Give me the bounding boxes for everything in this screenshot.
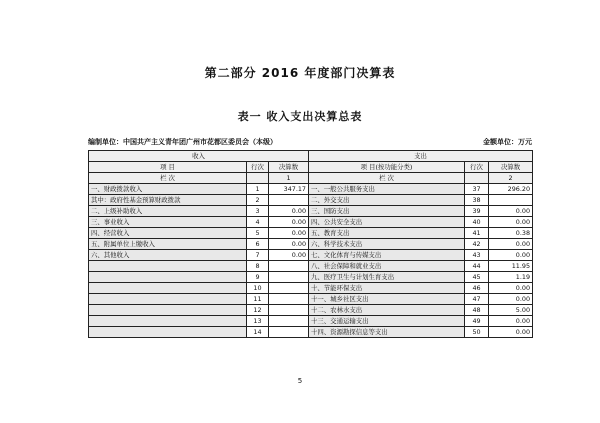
table-row: [89, 283, 533, 294]
income-column-label: 栏 次: [89, 173, 247, 184]
income-amount-cell: [269, 316, 309, 327]
table-header-row: [89, 151, 533, 162]
income-amount-cell: 347.17: [269, 184, 309, 195]
income-amount-cell: [269, 195, 309, 206]
expense-item-cell: 七、文化体育与传媒支出: [309, 250, 465, 261]
income-item-cell: [89, 294, 247, 305]
expense-line-cell: 39: [465, 206, 489, 217]
expense-item-cell: 十三、交通运输支出: [309, 316, 465, 327]
income-line-header: 行次: [247, 162, 269, 173]
income-header: 收入: [89, 151, 309, 162]
expense-line-cell: 50: [465, 327, 489, 338]
income-amount-cell: [269, 283, 309, 294]
table-row: [89, 261, 533, 272]
expense-amount-cell: 0.00: [489, 239, 533, 250]
expense-line-header: 行次: [465, 162, 489, 173]
expense-line-blank: [465, 173, 489, 184]
income-line-cell: 4: [247, 217, 269, 228]
income-amount-header: 决算数: [269, 162, 309, 173]
income-item-cell: 六、其他收入: [89, 250, 247, 261]
table-row: [89, 327, 533, 338]
table-row: [89, 305, 533, 316]
income-amount-cell: [269, 272, 309, 283]
page-number: 5: [297, 377, 303, 385]
income-amount-cell: [269, 327, 309, 338]
table-row: [89, 184, 533, 195]
expense-item-cell: 十一、城乡社区支出: [309, 294, 465, 305]
expense-line-cell: 43: [465, 250, 489, 261]
income-line-cell: 7: [247, 250, 269, 261]
expense-item-cell: 三、国防支出: [309, 206, 465, 217]
income-amount-cell: [269, 294, 309, 305]
income-item-cell: [89, 283, 247, 294]
income-item-cell: 二、上级补助收入: [89, 206, 247, 217]
expense-col-index: 2: [489, 173, 533, 184]
income-amount-cell: 0.00: [269, 206, 309, 217]
income-line-cell: 5: [247, 228, 269, 239]
income-line-cell: 9: [247, 272, 269, 283]
income-amount-cell: 0.00: [269, 217, 309, 228]
expense-line-cell: 45: [465, 272, 489, 283]
income-item-cell: 四、经营收入: [89, 228, 247, 239]
expense-amount-cell: [489, 195, 533, 206]
income-item-cell: [89, 327, 247, 338]
income-line-blank: [247, 173, 269, 184]
expense-amount-cell: 0.00: [489, 283, 533, 294]
table-row: [89, 272, 533, 283]
table-row: [89, 250, 533, 261]
expense-item-cell: 四、公共安全支出: [309, 217, 465, 228]
expense-amount-header: 决算数: [489, 162, 533, 173]
table-row: [89, 217, 533, 228]
expense-amount-cell: 0.00: [489, 316, 533, 327]
amount-unit: 金额单位：万元: [483, 138, 532, 146]
compiling-unit: 编制单位：中国共产主义青年团广州市花都区委员会（本级）: [88, 138, 277, 146]
income-item-cell: 其中：政府性基金预算财政拨款: [89, 195, 247, 206]
income-item-cell: 一、财政拨款收入: [89, 184, 247, 195]
expense-amount-cell: 0.00: [489, 217, 533, 228]
income-amount-cell: 0.00: [269, 228, 309, 239]
income-item-header: 项 目: [89, 162, 247, 173]
income-item-cell: 三、事业收入: [89, 217, 247, 228]
table-row: [89, 239, 533, 250]
expense-amount-cell: 0.38: [489, 228, 533, 239]
income-line-cell: 12: [247, 305, 269, 316]
table-row: [89, 228, 533, 239]
expense-item-cell: 六、科学技术支出: [309, 239, 465, 250]
income-line-cell: 1: [247, 184, 269, 195]
expense-amount-cell: 11.95: [489, 261, 533, 272]
expense-item-header: 项 目(按功能分类): [309, 162, 465, 173]
expense-line-cell: 46: [465, 283, 489, 294]
expense-line-cell: 49: [465, 316, 489, 327]
expense-line-cell: 47: [465, 294, 489, 305]
table-title: 表一 收入支出决算总表: [237, 110, 363, 123]
expense-amount-cell: 5.00: [489, 305, 533, 316]
expense-amount-cell: 296.20: [489, 184, 533, 195]
income-line-cell: 11: [247, 294, 269, 305]
income-line-cell: 10: [247, 283, 269, 294]
income-line-cell: 13: [247, 316, 269, 327]
expense-item-cell: 五、教育支出: [309, 228, 465, 239]
income-item-cell: [89, 305, 247, 316]
income-line-cell: 3: [247, 206, 269, 217]
expense-item-cell: 十四、资源勘探信息等支出: [309, 327, 465, 338]
column-header-row: [89, 162, 533, 173]
income-amount-cell: 0.00: [269, 239, 309, 250]
expense-line-cell: 44: [465, 261, 489, 272]
expense-item-cell: 一、一般公共服务支出: [309, 184, 465, 195]
income-item-cell: 五、附属单位上缴收入: [89, 239, 247, 250]
income-line-cell: 6: [247, 239, 269, 250]
expense-line-cell: 40: [465, 217, 489, 228]
unit-row: [88, 137, 532, 149]
expense-line-cell: 37: [465, 184, 489, 195]
income-line-cell: 14: [247, 327, 269, 338]
expense-amount-cell: 1.19: [489, 272, 533, 283]
expense-item-cell: 十二、农林水支出: [309, 305, 465, 316]
income-expense-table: [88, 150, 533, 338]
income-line-cell: 8: [247, 261, 269, 272]
table-row: [89, 206, 533, 217]
expense-item-cell: 十、节能环保支出: [309, 283, 465, 294]
table-row: [89, 294, 533, 305]
expense-item-cell: 九、医疗卫生与计划生育支出: [309, 272, 465, 283]
income-item-cell: [89, 261, 247, 272]
income-item-cell: [89, 316, 247, 327]
expense-line-cell: 48: [465, 305, 489, 316]
expense-line-cell: 41: [465, 228, 489, 239]
expense-item-cell: 八、社会保障和就业支出: [309, 261, 465, 272]
expense-amount-cell: 0.00: [489, 250, 533, 261]
expense-line-cell: 42: [465, 239, 489, 250]
income-amount-cell: [269, 261, 309, 272]
expense-item-cell: 二、外交支出: [309, 195, 465, 206]
income-item-cell: [89, 272, 247, 283]
part-title: 第二部分 2016 年度部门决算表: [204, 66, 396, 80]
expense-amount-cell: 0.00: [489, 327, 533, 338]
column-index-row: [89, 173, 533, 184]
income-line-cell: 2: [247, 195, 269, 206]
expense-header: 支出: [309, 151, 533, 162]
income-amount-cell: [269, 305, 309, 316]
table-row: [89, 195, 533, 206]
expense-amount-cell: 0.00: [489, 294, 533, 305]
income-amount-cell: 0.00: [269, 250, 309, 261]
income-col-index: 1: [269, 173, 309, 184]
expense-amount-cell: 0.00: [489, 206, 533, 217]
expense-line-cell: 38: [465, 195, 489, 206]
expense-column-label: 栏 次: [309, 173, 465, 184]
table-row: [89, 316, 533, 327]
